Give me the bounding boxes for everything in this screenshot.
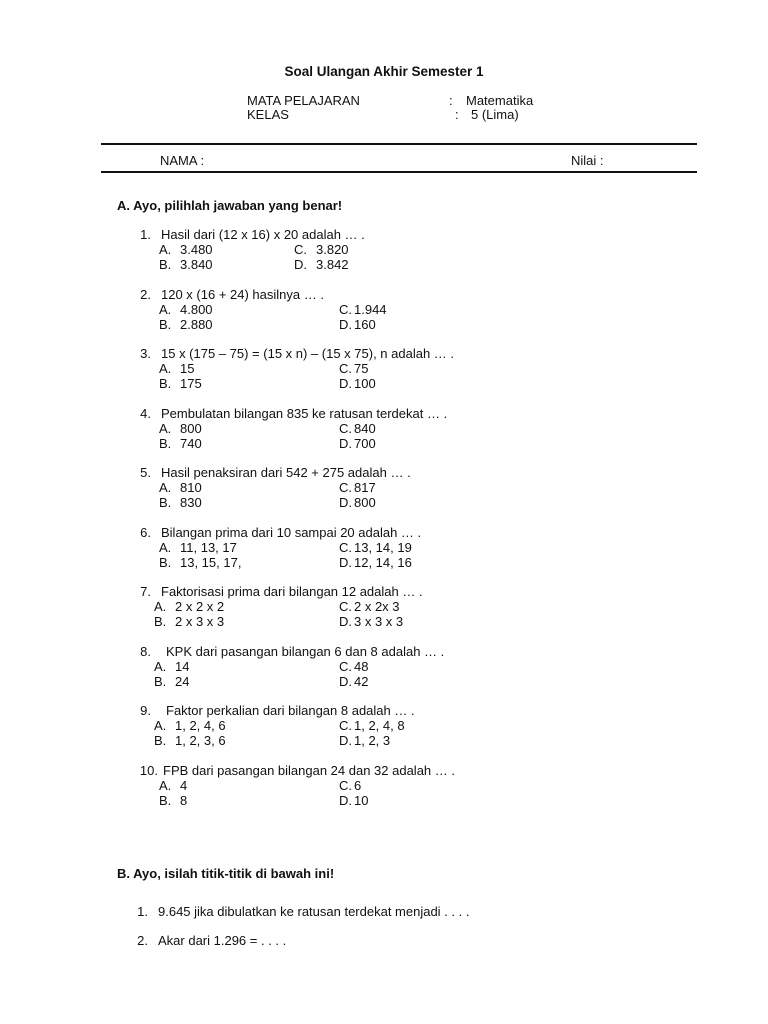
option-letter: B. (159, 793, 172, 808)
option-letter: A. (159, 778, 172, 793)
option-value: 817 (354, 480, 376, 495)
option-letter: C. (339, 778, 352, 793)
option-letter: D. (294, 257, 307, 272)
section-b-question (0, 933, 768, 948)
question-text: Hasil dari (12 x 16) x 20 adalah … . (161, 227, 365, 242)
option-value: 1, 2, 3, 6 (175, 733, 226, 748)
option-letter: A. (154, 659, 167, 674)
option-value: 1, 2, 3 (354, 733, 391, 748)
option-value: 6 (354, 778, 362, 793)
option-value: 42 (354, 674, 369, 689)
option-letter: C. (339, 659, 352, 674)
option-value: 810 (180, 480, 202, 495)
option-value: 12, 14, 16 (354, 555, 412, 570)
option-letter: A. (159, 302, 172, 317)
option-value: 3.840 (180, 257, 213, 272)
question-item (0, 525, 768, 585)
option-value: 48 (354, 659, 369, 674)
question-text: Faktor perkalian dari bilangan 8 adalah … . (166, 703, 415, 718)
bottom-divider (101, 171, 697, 173)
subject-colon: : (449, 93, 453, 108)
option-value: 8 (180, 793, 188, 808)
question-text: Hasil penaksiran dari 542 + 275 adalah … . (161, 465, 411, 480)
question-item (0, 287, 768, 347)
question-text: 15 x (175 – 75) = (15 x n) – (15 x 75), n adalah … . (161, 346, 455, 361)
question-item (0, 584, 768, 644)
question-number: 9. (140, 703, 151, 718)
option-value: 3.480 (180, 242, 213, 257)
question-text: Pembulatan bilangan 835 ke ratusan terdekat … . (161, 406, 448, 421)
option-value: 175 (180, 376, 202, 391)
question-item (0, 227, 768, 287)
subject-value: Matematika (466, 93, 534, 108)
question-number: 8. (140, 644, 151, 659)
question-text: Akar dari 1.296 = . . . . (158, 933, 287, 948)
option-value: 800 (354, 495, 376, 510)
subject-label: MATA PELAJARAN (247, 93, 360, 108)
option-letter: C. (339, 599, 352, 614)
option-value: 10 (354, 793, 369, 808)
option-value: 1, 2, 4, 8 (354, 718, 405, 733)
option-value: 2 x 3 x 3 (175, 614, 225, 629)
exam-title: Soal Ulangan Akhir Semester 1 (284, 64, 484, 79)
top-divider (101, 143, 697, 145)
option-value: 13, 15, 17, (180, 555, 242, 570)
question-text: Bilangan prima dari 10 sampai 20 adalah … . (161, 525, 422, 540)
class-value: 5 (Lima) (471, 107, 519, 122)
option-value: 1, 2, 4, 6 (175, 718, 226, 733)
question-number: 5. (140, 465, 151, 480)
option-value: 740 (180, 436, 202, 451)
option-letter: A. (159, 242, 172, 257)
option-value: 3.820 (316, 242, 349, 257)
question-item (0, 703, 768, 763)
question-number: 1. (137, 904, 148, 919)
option-value: 13, 14, 19 (354, 540, 412, 555)
option-value: 14 (175, 659, 190, 674)
option-letter: C. (339, 421, 352, 436)
option-letter: B. (159, 257, 172, 272)
option-letter: D. (339, 793, 352, 808)
question-number: 4. (140, 406, 151, 421)
option-letter: C. (339, 302, 352, 317)
question-number: 6. (140, 525, 151, 540)
option-letter: A. (159, 540, 172, 555)
option-letter: A. (159, 480, 172, 495)
option-letter: D. (339, 495, 352, 510)
option-letter: A. (159, 421, 172, 436)
option-letter: C. (339, 361, 352, 376)
option-letter: A. (154, 599, 167, 614)
option-value: 1.944 (354, 302, 387, 317)
question-text: 9.645 jika dibulatkan ke ratusan terdekat menjadi . . . . (158, 904, 470, 919)
option-letter: B. (159, 376, 172, 391)
option-value: 3 x 3 x 3 (354, 614, 404, 629)
section-b-heading: B. Ayo, isilah titik-titik di bawah ini! (117, 866, 335, 881)
option-letter: B. (154, 674, 167, 689)
option-letter: D. (339, 614, 352, 629)
option-letter: D. (339, 733, 352, 748)
option-letter: D. (339, 555, 352, 570)
option-letter: D. (339, 674, 352, 689)
option-letter: A. (154, 718, 167, 733)
question-text: 120 x (16 + 24) hasilnya … . (161, 287, 324, 302)
question-number: 2. (137, 933, 148, 948)
section-a-heading: A. Ayo, pilihlah jawaban yang benar! (117, 198, 343, 213)
question-number: 3. (140, 346, 151, 361)
option-value: 15 (180, 361, 195, 376)
option-letter: D. (339, 436, 352, 451)
option-value: 2 x 2 x 2 (175, 599, 225, 614)
option-letter: A. (159, 361, 172, 376)
question-number: 10. (139, 763, 158, 778)
question-item (0, 346, 768, 406)
class-label: KELAS (247, 107, 289, 122)
question-number: 7. (140, 584, 151, 599)
option-value: 800 (180, 421, 202, 436)
option-letter: D. (339, 376, 352, 391)
option-value: 2 x 2x 3 (354, 599, 400, 614)
option-value: 100 (354, 376, 376, 391)
option-letter: B. (159, 317, 172, 332)
option-value: 2.880 (180, 317, 213, 332)
section-b-question (0, 904, 768, 919)
option-value: 3.842 (316, 257, 349, 272)
question-item (0, 406, 768, 466)
option-value: 24 (175, 674, 190, 689)
option-letter: C. (339, 718, 352, 733)
option-letter: C. (294, 242, 307, 257)
option-letter: C. (339, 480, 352, 495)
option-value: 75 (354, 361, 369, 376)
option-letter: C. (339, 540, 352, 555)
option-letter: B. (159, 555, 172, 570)
option-value: 11, 13, 17 (180, 540, 237, 555)
option-letter: B. (154, 614, 167, 629)
question-text: Faktorisasi prima dari bilangan 12 adalah … . (161, 584, 423, 599)
name-label: NAMA : (160, 153, 205, 168)
option-letter: B. (159, 495, 172, 510)
question-item (0, 763, 768, 823)
question-number: 2. (140, 287, 151, 302)
question-text: KPK dari pasangan bilangan 6 dan 8 adalah … . (166, 644, 445, 659)
option-value: 4 (180, 778, 188, 793)
option-value: 160 (354, 317, 376, 332)
option-value: 840 (354, 421, 376, 436)
score-label: Nilai : (571, 153, 604, 168)
option-letter: B. (154, 733, 167, 748)
question-number: 1. (140, 227, 151, 242)
option-value: 4.800 (180, 302, 213, 317)
class-colon: : (455, 107, 459, 122)
option-letter: B. (159, 436, 172, 451)
option-value: 830 (180, 495, 202, 510)
question-item (0, 644, 768, 704)
option-letter: D. (339, 317, 352, 332)
question-item (0, 465, 768, 525)
question-text: FPB dari pasangan bilangan 24 dan 32 adalah … . (163, 763, 455, 778)
option-value: 700 (354, 436, 376, 451)
